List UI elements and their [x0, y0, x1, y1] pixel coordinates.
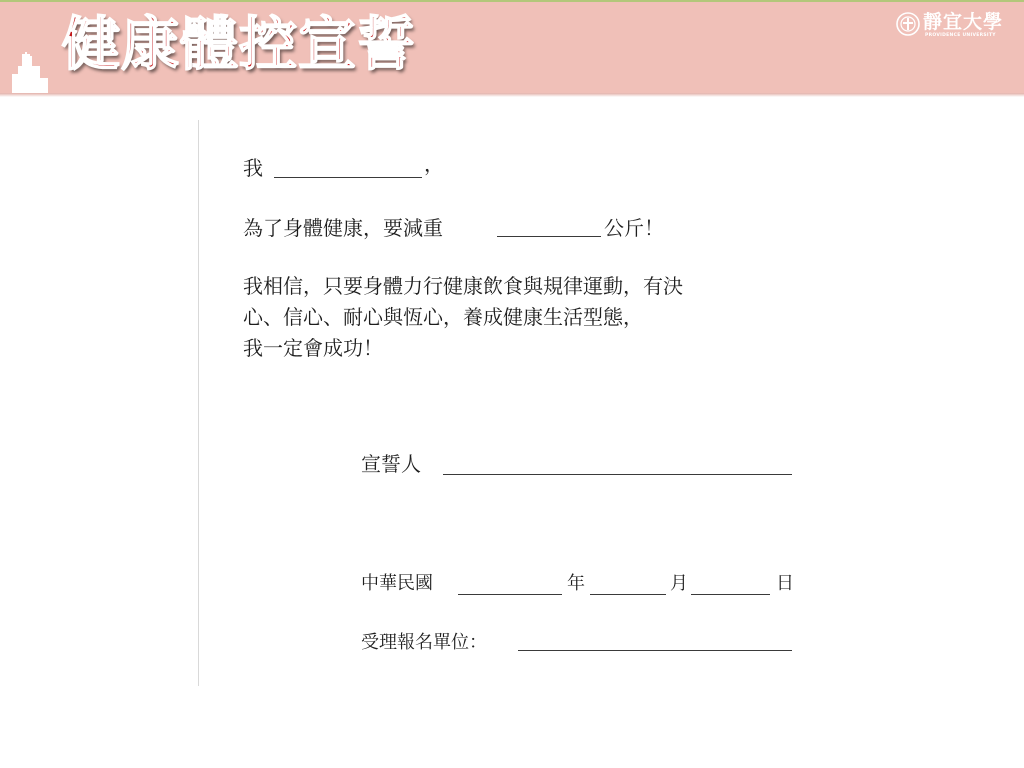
pledge-me-suffix: ，: [424, 152, 444, 176]
weight-blank-line: [497, 236, 601, 237]
belief-line-1: 我相信，只要身體力行健康飲食與規律運動，有決: [243, 274, 683, 298]
belief-line-3: 我一定會成功！: [243, 336, 383, 360]
margin-rule: [198, 120, 199, 686]
date-prefix: 中華民國: [361, 573, 433, 594]
month-blank-line: [590, 594, 666, 595]
weight-prefix: 為了身體健康，要減重: [243, 216, 443, 240]
university-subtitle: PROVIDENCE UNIVERSITY: [925, 33, 996, 38]
belief-line-2: 心、信心、耐心與恆心，養成健康生活型態，: [243, 305, 643, 329]
unit-blank-line: [518, 650, 792, 651]
university-seal-icon: [896, 12, 920, 36]
name-blank-line: [274, 177, 422, 178]
pledger-blank-line: [443, 474, 792, 475]
bell-tower-icon: [12, 52, 48, 93]
header-shadow: [0, 93, 1024, 97]
unit-label: 受理報名單位：: [361, 632, 487, 653]
year-blank-line: [458, 594, 562, 595]
day-blank-line: [691, 594, 770, 595]
day-label: 日: [776, 573, 794, 594]
pledger-label: 宣誓人: [361, 452, 421, 476]
weight-suffix: 公斤！: [604, 216, 664, 240]
pledge-me-prefix: 我: [243, 156, 263, 180]
month-label: 月: [670, 573, 688, 594]
year-label: 年: [567, 573, 585, 594]
university-logo: [896, 10, 1016, 44]
page-title: 健康體控宣誓: [62, 10, 417, 78]
university-name: 靜宜大學: [923, 11, 1004, 33]
